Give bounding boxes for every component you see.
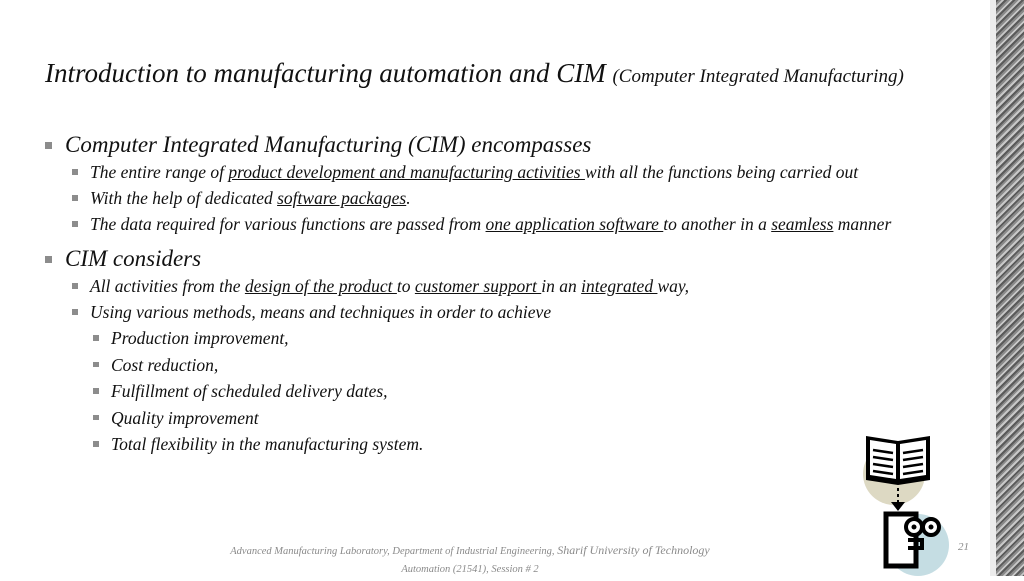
slide-title (45, 58, 904, 89)
square-bullet-icon (93, 441, 99, 447)
bullet-item (45, 187, 945, 209)
footer-university: Sharif University of Technology (557, 543, 710, 557)
bullet-item (45, 301, 945, 323)
bullet-text: The entire range of (90, 162, 229, 182)
underlined-phrase: integrated (581, 276, 658, 296)
square-bullet-icon (45, 256, 52, 263)
footer-course: Automation (21541), Session # 2 (401, 564, 539, 575)
square-bullet-icon (93, 388, 99, 394)
underlined-phrase: design of the product (244, 276, 397, 296)
bullet-text: Using various methods, means and techniques in order to achieve (90, 302, 552, 322)
bullet-cim-encompasses (45, 131, 945, 159)
footer-line-1 (160, 541, 780, 561)
sub-bullet-text: Quality improvement (111, 407, 259, 428)
sub-bullet-text: Total flexibility in the manufacturing system. (111, 434, 424, 454)
sub-bullet-item (45, 354, 945, 376)
sub-bullet-item (45, 433, 945, 455)
bullet-heading: CIM considers (65, 246, 202, 271)
bullet-heading: Computer Integrated Manufacturing (CIM) encompasses (65, 132, 592, 157)
book-reader-illustration (858, 428, 958, 576)
sub-bullet-text: Production improvement, (111, 328, 289, 348)
bullet-text: With the help of dedicated (90, 188, 278, 208)
square-bullet-icon (72, 309, 78, 315)
page-number: 21 (958, 541, 969, 553)
bullet-text: . (406, 188, 411, 208)
underlined-phrase: one application software (485, 214, 664, 234)
bullet-text: All activities from the (90, 276, 245, 296)
square-bullet-icon (93, 415, 99, 421)
bullet-text: with all the functions being carried out (584, 162, 859, 182)
bullet-text: in an (541, 276, 582, 296)
square-bullet-icon (72, 169, 78, 175)
square-bullet-icon (72, 283, 78, 289)
square-bullet-icon (45, 142, 52, 149)
title-subtitle: (Computer Integrated Manufacturing) (612, 66, 904, 87)
bullet-item (45, 213, 945, 235)
underlined-phrase: software packages (277, 188, 407, 208)
decorative-side-strip (990, 0, 1024, 576)
bullet-text: manner (833, 214, 892, 234)
footer (160, 541, 780, 579)
bullet-text: to (396, 276, 415, 296)
sub-bullet-item (45, 380, 945, 402)
bullet-text: way, (657, 276, 690, 296)
underlined-phrase: product development and manufacturing activities (228, 162, 585, 182)
square-bullet-icon (93, 362, 99, 368)
book-icon (866, 436, 930, 485)
bullet-item (45, 275, 945, 297)
bullet-item (45, 161, 945, 183)
bullet-text: The data required for various functions are passed from (90, 214, 486, 234)
square-bullet-icon (72, 195, 78, 201)
title-main: Introduction to manufacturing automation and CIM (45, 58, 606, 88)
sub-bullet-item (45, 327, 945, 349)
square-bullet-icon (93, 335, 99, 341)
bullet-text: to another in a (663, 214, 772, 234)
bullet-content (45, 131, 945, 460)
bullet-cim-considers (45, 245, 945, 273)
sub-bullet-item (45, 407, 945, 429)
underlined-phrase: customer support (414, 276, 542, 296)
sub-bullet-text: Fulfillment of scheduled delivery dates, (111, 381, 388, 401)
underlined-phrase: seamless (771, 214, 834, 234)
sub-bullet-text: Cost reduction, (111, 354, 219, 375)
footer-institution: Advanced Manufacturing Laboratory, Department of Industrial Engineering, (230, 546, 558, 557)
square-bullet-icon (72, 221, 78, 227)
